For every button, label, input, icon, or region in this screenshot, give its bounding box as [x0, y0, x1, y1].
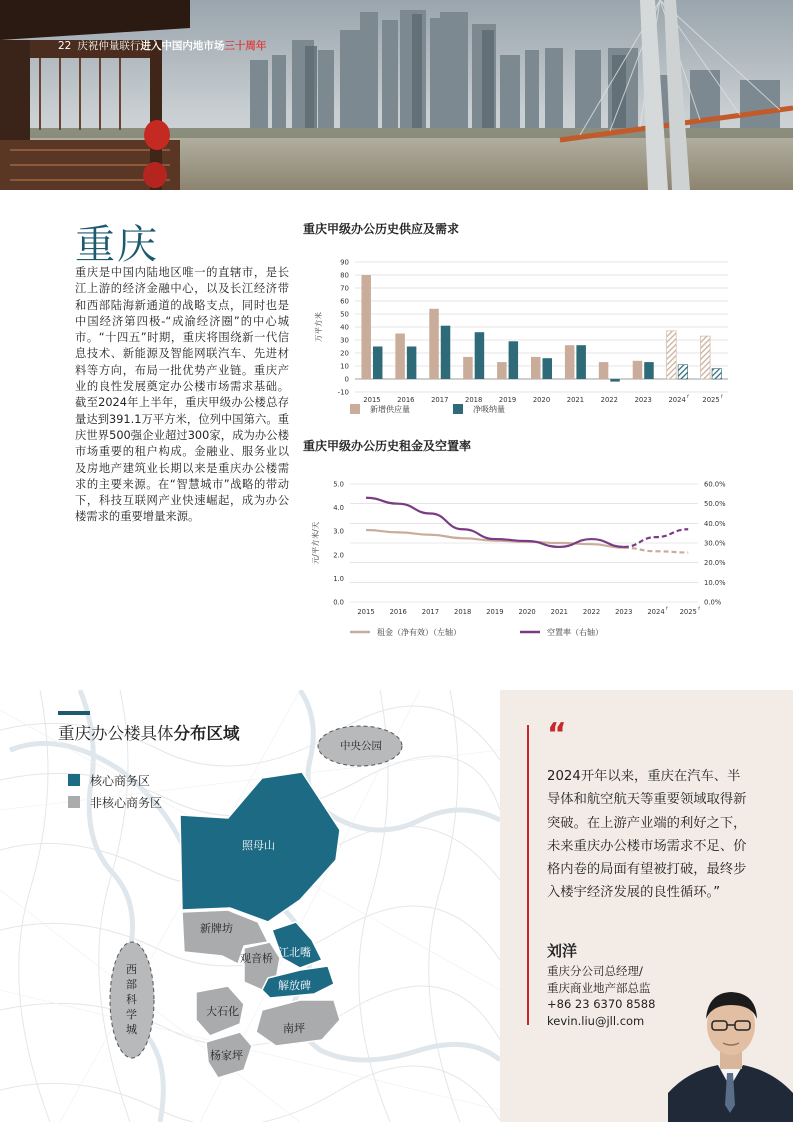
bar-supply — [599, 362, 609, 379]
y-tick-label: 1.0 — [333, 574, 344, 583]
district-nanping: 南坪 — [283, 1022, 305, 1035]
y2-tick-label: 0.0% — [704, 598, 722, 607]
x-tick-label: 2022 — [582, 608, 601, 616]
quote-mark-icon: “ — [547, 717, 567, 752]
x-tick-label: 2022 — [600, 396, 618, 404]
rent-vacancy-chart — [300, 470, 740, 670]
quote-author-details — [547, 963, 655, 1029]
district-zhaomushan: 照母山 — [242, 839, 275, 852]
header-title-normal: 庆祝仲量联行 — [77, 40, 141, 52]
x-tick-label: 2023 — [615, 608, 633, 616]
y2-tick-label: 60.0% — [704, 480, 726, 489]
y-tick-label: 10 — [340, 362, 349, 371]
district-jiangbeizui: 江北嘴 — [278, 946, 311, 959]
vacancy-line-forecast — [624, 529, 688, 547]
y-axis-label: 元/平方米/天 — [311, 521, 320, 565]
y2-tick-label: 10.0% — [704, 578, 726, 587]
bar-absorption — [644, 362, 654, 379]
y-tick-label: 40 — [340, 323, 349, 332]
x-tick-label: 2024 — [647, 608, 665, 616]
district-map — [0, 690, 500, 1122]
legend-swatch-noncore — [68, 796, 80, 808]
bar-supply — [531, 357, 541, 379]
y-tick-label: 50 — [340, 310, 349, 319]
x-tick-label: 2020 — [532, 396, 551, 404]
author-title-2: 重庆商业地产部总监 — [547, 980, 651, 995]
bar-absorption — [441, 326, 451, 379]
bar-absorption — [543, 358, 553, 379]
x-tick-label: 2016 — [389, 608, 407, 616]
y-tick-label: 20 — [340, 349, 349, 358]
legend-label: 租金（净有效）（左轴） — [377, 628, 461, 637]
chart1-title: 重庆甲级办公历史供应及需求 — [303, 222, 460, 236]
bar-absorption — [509, 341, 519, 379]
y-tick-label: 70 — [340, 284, 349, 293]
legend-swatch — [453, 404, 463, 414]
bar-supply — [361, 275, 371, 379]
legend-label: 空置率（右轴） — [547, 628, 603, 637]
x-tick-label: 2017 — [431, 396, 449, 404]
x-tick-label: 2015 — [363, 396, 381, 404]
bar-absorption — [610, 379, 620, 382]
district-guanyinqiao: 观音桥 — [240, 952, 273, 965]
forecast-mark: f — [666, 607, 668, 612]
map-title-normal: 重庆办公楼具体 — [58, 724, 174, 743]
y-tick-label: 2.0 — [333, 551, 344, 560]
quote-text: 2024开年以来，重庆在汽车、半导体和航空航天等重要领域取得新突破。在上游产业端的利好之下，未来重庆办公楼市场需求不足、价格内卷的局面有望被打破，最终步入楼宇经济发展的良性循环。” — [547, 769, 747, 901]
bar-absorption — [712, 369, 722, 379]
x-tick-label: 2018 — [465, 396, 483, 404]
x-tick-label: 2023 — [634, 396, 652, 404]
district-central-park: 中央公园 — [340, 740, 382, 752]
forecast-mark: f — [687, 395, 689, 400]
district-xinpaifang: 新牌坊 — [200, 922, 233, 935]
y-tick-label: 90 — [340, 258, 349, 267]
district-western-science-city: 西部科学城 — [126, 963, 137, 1036]
bar-supply — [633, 361, 643, 379]
bar-absorption — [576, 345, 586, 379]
bar-supply — [463, 357, 473, 379]
y-tick-label: 0.0 — [333, 598, 344, 607]
hero-photo — [0, 0, 793, 190]
x-tick-label: 2025 — [702, 396, 720, 404]
legend-label: 净吸纳量 — [473, 405, 505, 414]
y-tick-label: 3.0 — [333, 527, 344, 536]
y-tick-label: 60 — [340, 297, 349, 306]
chart2-title: 重庆甲级办公历史租金及空置率 — [303, 439, 472, 453]
author-title-1: 重庆分公司总经理/ — [547, 964, 643, 978]
x-tick-label: 2017 — [421, 608, 440, 616]
author-portrait — [668, 975, 793, 1122]
x-tick-label: 2015 — [357, 608, 375, 616]
bar-supply — [429, 309, 439, 379]
x-tick-label: 2019 — [498, 396, 517, 404]
header-title-bold: 进入中国内地市场 — [140, 40, 225, 52]
y-tick-label: 80 — [340, 271, 349, 280]
bar-supply — [395, 334, 405, 380]
district-yangjiaping: 杨家坪 — [210, 1049, 243, 1062]
header-title-highlight: 三十周年 — [224, 40, 267, 52]
bar-absorption — [678, 365, 688, 379]
bar-supply — [565, 345, 575, 379]
y-tick-label: -10 — [337, 388, 349, 397]
supply-demand-chart — [300, 250, 740, 430]
y2-tick-label: 50.0% — [704, 500, 726, 509]
x-tick-label: 2024 — [668, 396, 686, 404]
bar-absorption — [407, 347, 417, 380]
city-description: 重庆是中国内陆地区唯一的直辖市，是长江上游的经济金融中心，以及长江经济带和西部陆海新通道的战略支点，同时也是中国经济第四极-“成渝经济圈”的中心城市。“十四五”时期，重庆将围绕新一代信息技术、新能源及智能网联汽车、先进材料等方向，布局一批优势产业链。重庆产业的良性发展奠定办公楼市场需求基础。截至2024年上半年，重庆甲级办公楼总存量达到391.1万平方米，位列中国第六。重庆世界500强企业超过300家，成为办公楼市场重要的租户构成。金融业、服务业以及房地产建筑业长期以来是重庆办公楼需求的主要来源。在“智慧城市”战略的带动下，科技互联网产业快速崛起，成为办公楼需求的重要增量来源。 — [75, 266, 289, 524]
y-tick-label: 30 — [340, 336, 349, 345]
vacancy-line — [366, 498, 624, 547]
y2-tick-label: 20.0% — [704, 559, 726, 568]
rent-line-forecast — [624, 548, 688, 553]
x-tick-label: 2025 — [679, 608, 697, 616]
page-header — [58, 38, 266, 53]
y2-tick-label: 40.0% — [704, 519, 726, 528]
x-tick-label: 2016 — [397, 396, 415, 404]
map-title-bar — [58, 711, 90, 715]
y-axis-label: 万平方米 — [314, 312, 323, 342]
y-tick-label: 4.0 — [333, 504, 344, 513]
page-number: 22 — [58, 40, 72, 52]
map-title-bold: 分布区域 — [173, 724, 240, 743]
quote-author-name: 刘洋 — [547, 942, 578, 960]
y-tick-label: 5.0 — [333, 480, 344, 489]
legend-swatch-core — [68, 774, 80, 786]
bar-supply — [701, 336, 711, 379]
bar-absorption — [475, 332, 485, 379]
district-jiefangbei: 解放碑 — [278, 979, 311, 992]
x-tick-label: 2020 — [518, 608, 536, 616]
legend-core-label: 核心商务区 — [90, 774, 151, 788]
bar-supply — [497, 362, 507, 379]
x-tick-label: 2021 — [566, 396, 585, 404]
forecast-mark: f — [721, 395, 723, 400]
author-phone: +86 23 6370 8588 — [547, 997, 656, 1011]
y2-tick-label: 30.0% — [704, 539, 726, 548]
legend-label: 新增供应量 — [370, 405, 410, 414]
author-email: kevin.liu@jll.com — [547, 1013, 645, 1028]
legend-swatch — [350, 404, 360, 414]
x-tick-label: 2018 — [454, 608, 472, 616]
bar-absorption — [373, 347, 383, 380]
legend-noncore-label: 非核心商务区 — [90, 796, 163, 810]
x-tick-label: 2019 — [486, 608, 504, 616]
district-dashihua: 大石化 — [206, 1005, 239, 1018]
map-title — [58, 720, 240, 744]
y-tick-label: 0 — [344, 375, 349, 384]
forecast-mark: f — [698, 607, 700, 612]
bar-supply — [667, 331, 677, 379]
x-tick-label: 2021 — [550, 608, 568, 616]
quote-accent-line — [527, 725, 529, 1025]
city-name: 重庆 — [75, 222, 159, 268]
